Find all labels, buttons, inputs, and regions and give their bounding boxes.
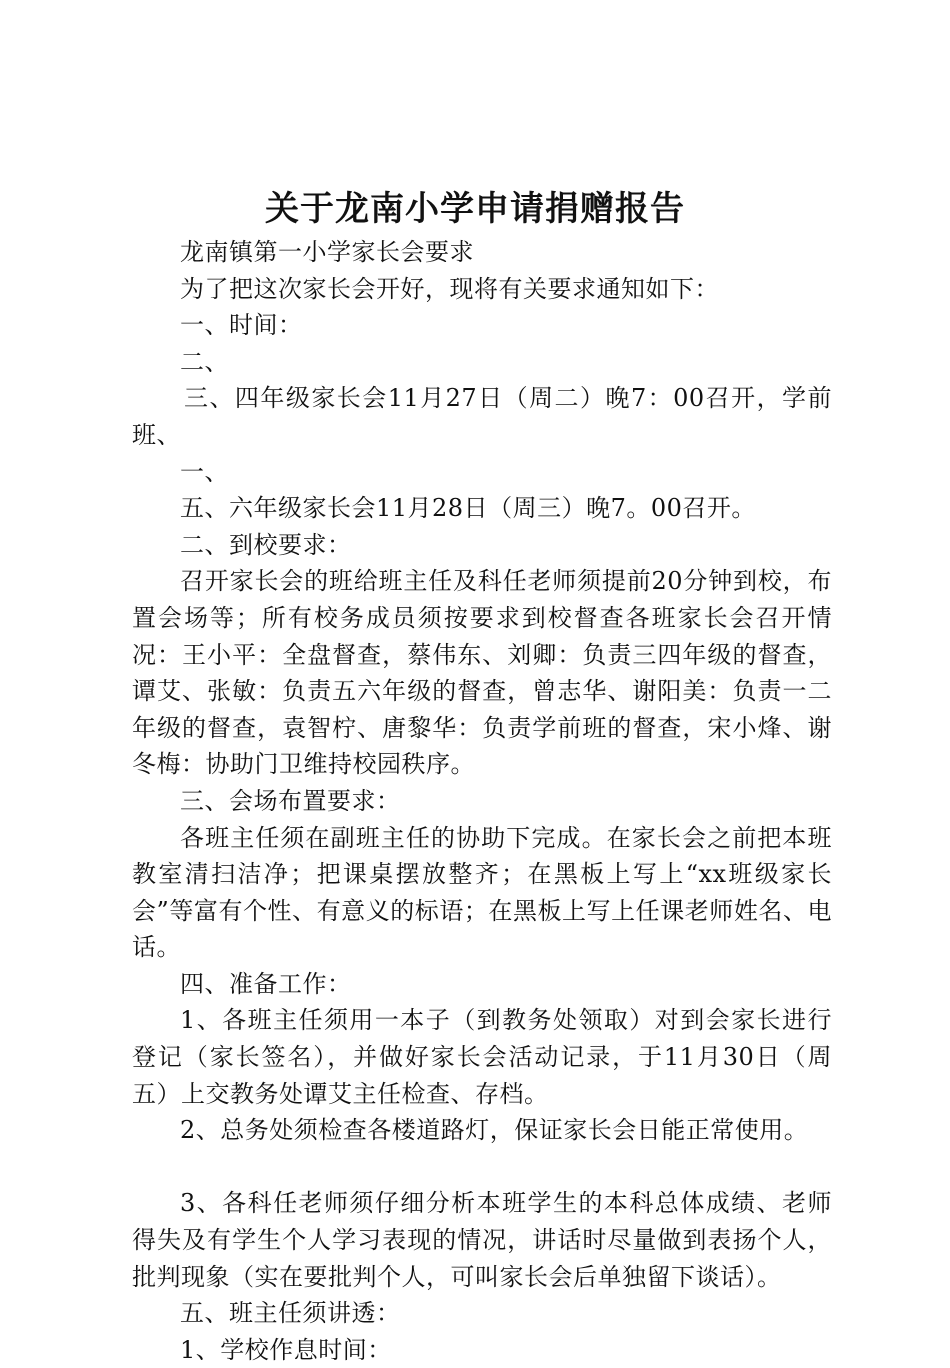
paragraph-item-two: 二、 bbox=[180, 347, 229, 376]
paragraph-arrival-requirements: 召开家长会的班给班主任及科任老师须提前20分钟到校，布置会场等；所有校务成员须按要求到校督查各班家长会召开情况：王小平：全盘督查，蔡伟东、刘卿：负责三四年级的督查，谭艾、张敏：负责五六年级的督查，曾志华、谢阳美：负责一二年级的督查，袁智柠、唐黎华：负责学前班的督查，宋小烽、谢冬梅：协助门卫维持校园秩序。 bbox=[132, 567, 832, 779]
paragraph-preparation-item-1: 1、各班主任须用一本子（到教务处领取）对到会家长进行登记（家长签名），并做好家长会活动记录，于11月30日（周五）上交教务处谭艾主任检查、存档。 bbox=[132, 1006, 832, 1108]
paragraph-arrival-heading: 二、到校要求： bbox=[180, 530, 352, 559]
paragraph-grade-six-meeting: 五、六年级家长会11月28日（周三）晚7。00召开。 bbox=[180, 494, 756, 523]
paragraph-item-one: 一、 bbox=[180, 457, 229, 486]
paragraph-preparation-item-3: 3、各科任老师须仔细分析本班学生的本科总体成绩、老师得失及有学生个人学习表现的情况，讲话时尽量做到表扬个人，批判现象（实在要批判个人，可叫家长会后单独留下谈话）。 bbox=[132, 1189, 832, 1291]
paragraph-grade-four-meeting: 三、四年级家长会11月27日（周二）晚7：00召开，学前班、 bbox=[132, 384, 832, 449]
paragraph-teacher-heading: 五、班主任须讲透： bbox=[180, 1299, 401, 1328]
paragraph-schedule-item: 1、学校作息时间： bbox=[180, 1335, 392, 1364]
paragraph-spacer bbox=[132, 1149, 832, 1186]
paragraph-time-heading: 一、时间： bbox=[180, 311, 303, 340]
document-title: 关于龙南小学申请捐赠报告 bbox=[265, 189, 685, 229]
paragraph-venue-heading: 三、会场布置要求： bbox=[180, 786, 401, 815]
paragraph-intro: 为了把这次家长会开好，现将有关要求通知如下： bbox=[180, 274, 719, 303]
paragraph-preparation-item-2: 2、总务处须检查各楼道路灯，保证家长会日能正常使用。 bbox=[180, 1116, 809, 1145]
paragraph-venue-requirements: 各班主任须在副班主任的协助下完成。在家长会之前把本班教室清扫洁净；把课桌摆放整齐；在黑板上写上“xx班级家长会”等富有个性、有意义的标语；在黑板上写上任课老师姓名、电话。 bbox=[132, 823, 832, 962]
document-body bbox=[132, 234, 832, 1368]
paragraph-school-notice-heading: 龙南镇第一小学家长会要求 bbox=[180, 238, 474, 266]
paragraph-preparation-heading: 四、准备工作： bbox=[180, 969, 352, 998]
